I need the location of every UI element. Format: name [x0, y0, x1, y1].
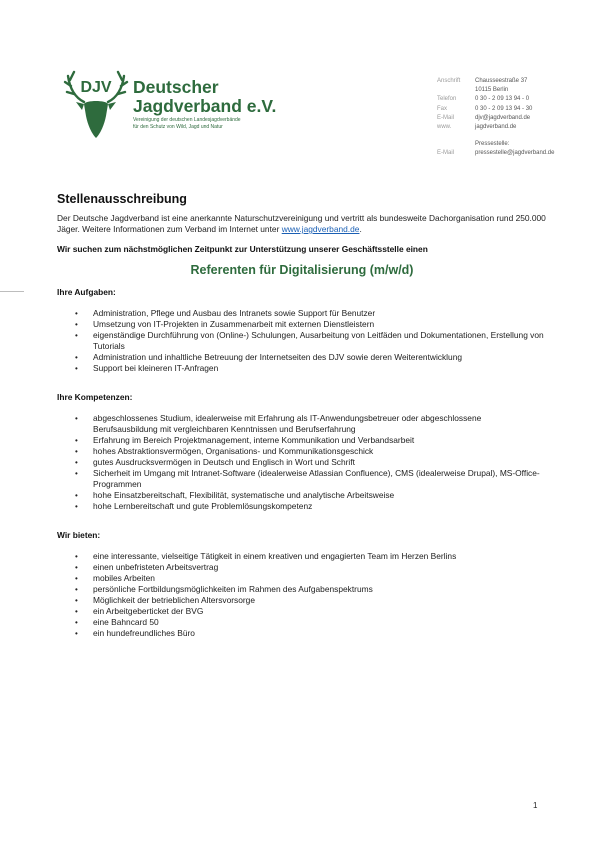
contact-website[interactable]: jagdverband.de	[475, 124, 517, 131]
list-item: • eine interessante, vielseitige Tätigkeit in einem kreativen und engagierten Team im Herzen Berlins	[93, 551, 547, 562]
list-item: • Möglichkeit der betrieblichen Altersvorsorge	[93, 595, 547, 606]
intro-text: Der Deutsche Jagdverband ist eine anerkannte Naturschutzvereinigung und vertritt als bundesweite Dachorganisation rund 250.000 Jäger. Weitere Informationen zum Verband im Internet unter	[57, 213, 546, 234]
logo-abbr: DJV	[80, 79, 112, 96]
contact-row	[437, 95, 554, 104]
list-item: • ein Arbeitgeberticket der BVG	[93, 606, 547, 617]
press-email[interactable]: pressestelle@jagdverband.de	[475, 150, 555, 157]
position-title: Referenten für Digitalisierung (m/w/d)	[190, 263, 414, 277]
list-item: • mobiles Arbeiten	[93, 573, 547, 584]
website-link[interactable]: www.jagdverband.de	[281, 224, 360, 234]
contact-value: 0 30 - 2 09 13 94 - 30	[475, 105, 533, 112]
djv-logo	[62, 68, 277, 140]
contact-label	[437, 86, 475, 95]
list-item: • hohes Abstraktionsvermögen, Organisations- und Kommunikationsgeschick	[93, 446, 547, 457]
brand-tagline	[133, 117, 273, 130]
contact-label: E-Mail	[437, 150, 455, 157]
list-item: • Administration, Pflege und Ausbau des Intranets sowie Support für Benutzer	[93, 308, 547, 319]
section-title-offer: Wir bieten:	[57, 530, 101, 540]
list-item: • einen unbefristeten Arbeitsvertrag	[93, 562, 547, 573]
page-number: 1	[533, 801, 538, 810]
list-item: • Administration und inhaltliche Betreuung der Internetseiten des DJV sowie deren Weiterentwicklung	[93, 352, 547, 363]
list-item: • hohe Einsatzbereitschaft, Flexibilität, systematische und analytische Arbeitsweise	[93, 490, 547, 501]
section-title-skills: Ihre Kompetenzen:	[57, 392, 133, 402]
intro-end: .	[359, 224, 362, 234]
contact-value: 0 30 - 2 09 13 94 - 0	[475, 96, 530, 103]
list-item: • abgeschlossenes Studium, idealerweise mit Erfahrung als IT-Anwendungsbetreuer oder abgeschlossene Berufsausbildung mit vergleichbaren Kenntnissen und Berufserfahrung	[93, 413, 547, 435]
list-item: • Umsetzung von IT-Projekten in Zusammenarbeit mit externen Dienstleistern	[93, 319, 547, 330]
skills-list	[57, 413, 547, 512]
list-item: • gutes Ausdrucksvermögen in Deutsch und Englisch in Wort und Schrift	[93, 457, 547, 468]
contact-email[interactable]: djv@jagdverband.de	[475, 114, 531, 121]
brand-name-line2: Jagdverband e.V.	[133, 96, 277, 116]
stag-icon	[62, 68, 130, 140]
contact-label: E-Mail	[437, 114, 455, 121]
contact-row	[437, 149, 554, 158]
list-item: • persönliche Fortbildungsmöglichkeiten im Rahmen des Aufgabenspektrums	[93, 584, 547, 595]
offer-list	[57, 551, 547, 639]
list-item: • hohe Lernbereitschaft und gute Problemlösungskompetenz	[93, 501, 547, 512]
tasks-list	[57, 308, 547, 374]
list-item: • Support bei kleineren IT-Anfragen	[93, 363, 547, 374]
contact-row	[437, 123, 554, 132]
list-item: • eigenständige Durchführung von (Online-) Schulungen, Ausarbeitung von Leitfäden und Dokumentationen, Erstellung von Tutorials	[93, 330, 547, 352]
press-title: Pressestelle:	[475, 141, 510, 148]
contact-value: Chausseestraße 37	[475, 78, 528, 84]
contact-label: www.	[437, 124, 452, 131]
contact-value: 10115 Berlin	[475, 87, 509, 94]
brand-name-line1: Deutscher	[133, 77, 219, 97]
contact-row	[437, 114, 554, 123]
tagline-line1: Vereinigung der deutschen Landesjagdverbände	[133, 117, 241, 123]
section-title-tasks: Ihre Aufgaben:	[57, 287, 116, 297]
contact-block	[437, 77, 554, 159]
intro-paragraph	[57, 213, 547, 235]
contact-row	[437, 77, 554, 86]
document-title: Stellenausschreibung	[57, 192, 187, 206]
tagline-line2: für den Schutz von Wild, Jagd und Natur	[133, 123, 223, 130]
list-item: • Erfahrung im Bereich Projektmanagement, interne Kommunikation und Verbandsarbeit	[93, 435, 547, 446]
contact-label: Anschrift	[437, 78, 461, 84]
contact-row	[437, 105, 554, 114]
brand-name	[133, 78, 276, 116]
lead-sentence: Wir suchen zum nächstmöglichen Zeitpunkt zur Unterstützung unserer Geschäftsstelle einen	[57, 244, 428, 254]
contact-label: Telefon	[437, 96, 457, 103]
list-item: • ein hundefreundliches Büro	[93, 628, 547, 639]
list-item: • eine Bahncard 50	[93, 617, 547, 628]
list-item: • Sicherheit im Umgang mit Intranet-Software (idealerweise Atlassian Confluence), CMS (idealerweise Drupal), MS-Office-Programmen	[93, 468, 547, 490]
contact-label: Fax	[437, 105, 448, 112]
document-body	[57, 194, 547, 639]
contact-row	[437, 86, 554, 95]
fold-mark	[0, 291, 24, 292]
